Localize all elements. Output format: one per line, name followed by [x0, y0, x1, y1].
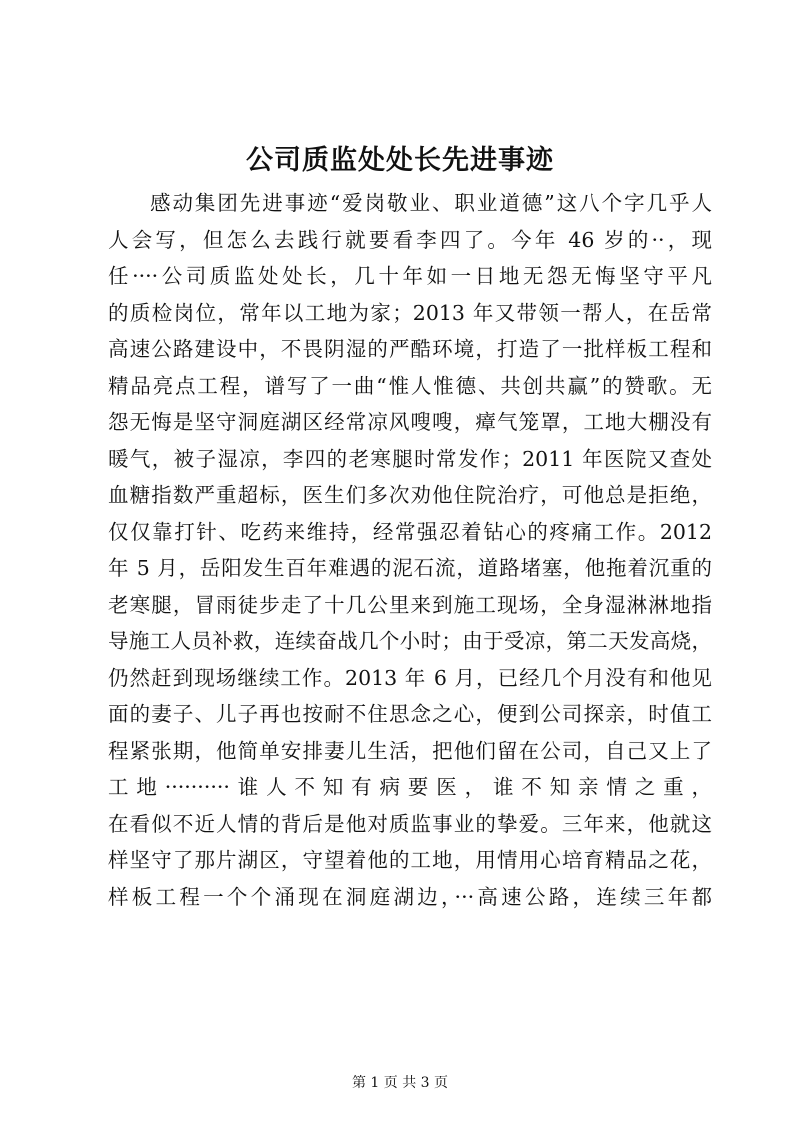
body-line: 仅仅靠打针、吃药来维持，经常强忍着钻心的疼痛工作。2012: [108, 519, 712, 544]
document-title: 公司质监处处长先进事迹: [246, 145, 554, 176]
body-line: 任····公司质监处处长，几十年如一日地无怨无悔坚守平凡: [108, 264, 712, 288]
body-line: 精品亮点工程，谱写了一曲“惟人惟德、共创共赢”的赞歌。无: [108, 373, 712, 398]
page-number-footer: 第 1 页 共 3 页: [351, 1075, 449, 1091]
body-line: 仍然赶到现场继续工作。2013 年 6 月，已经几个月没有和他见: [108, 665, 712, 690]
body-line: 怨无悔是坚守洞庭湖区经常凉风嗖嗖，瘴气笼罩，工地大棚没有: [108, 410, 712, 434]
body-line: 样坚守了那片湖区，守望着他的工地，用情用心培育精品之花，: [108, 848, 712, 872]
body-line: 程紧张期，他简单安排妻儿生活，把他们留在公司，自己又上了: [108, 738, 712, 763]
body-line: 高速公路建设中，不畏阴湿的严酷环境，打造了一批样板工程和: [108, 337, 712, 361]
body-line: 暖气，被子湿凉，李四的老寒腿时常发作；2011 年医院又查处: [108, 446, 712, 471]
body-line: 年 5 月，岳阳发生百年难遇的泥石流，道路堵塞，他拖着沉重的: [108, 556, 712, 580]
body-line: 在看似不近人情的背后是他对质监事业的挚爱。三年来，他就这: [108, 811, 712, 836]
body-line: 面的妻子、儿子再也按耐不住思念之心，便到公司探亲，时值工: [108, 702, 712, 726]
body-line: 老寒腿，冒雨徒步走了十几公里来到施工现场，全身湿淋淋地指: [108, 592, 712, 617]
body-line: 感动集团先进事迹“爱岗敬业、职业道德”这八个字几乎人: [150, 191, 712, 215]
body-line: 人会写，但怎么去践行就要看李四了。今年 46 岁的··，现: [108, 227, 712, 252]
body-line: 工地··········谁人不知有病要医，谁不知亲情之重，: [108, 775, 712, 799]
body-line: 的质检岗位，常年以工地为家；2013 年又带领一帮人，在岳常: [108, 300, 712, 325]
body-line: 血糖指数严重超标，医生们多次劝他住院治疗，可他总是拒绝，: [108, 483, 712, 507]
body-line: 样板工程一个个涌现在洞庭湖边，···高速公路，连续三年都: [108, 884, 712, 909]
body-line: 导施工人员补救，连续奋战几个小时；由于受凉，第二天发高烧，: [108, 629, 712, 653]
document-body: [108, 185, 712, 915]
